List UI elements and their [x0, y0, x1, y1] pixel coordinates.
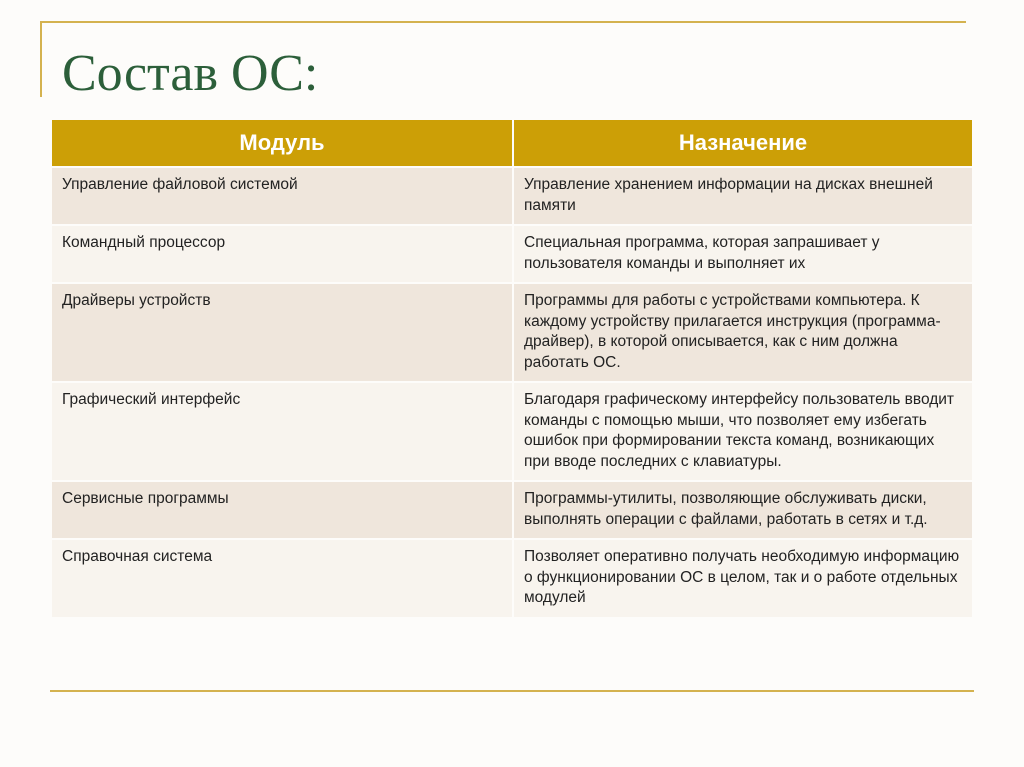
table-row: [52, 284, 972, 381]
purpose-cell: Управление хранением информации на дисках внешней памяти: [514, 168, 972, 224]
module-cell: Справочная система: [52, 540, 512, 617]
module-cell: Сервисные программы: [52, 482, 512, 538]
header-module: Модуль: [52, 120, 512, 166]
table-row: [52, 540, 972, 617]
top-divider: [40, 21, 966, 23]
purpose-cell: Позволяет оперативно получать необходимую информацию о функционировании ОС в целом, так и о работе отдельных модулей: [514, 540, 972, 617]
header-purpose: Назначение: [514, 120, 972, 166]
module-cell: Драйверы устройств: [52, 284, 512, 381]
table-row: [52, 226, 972, 282]
slide-title: Состав ОС:: [62, 45, 319, 102]
bottom-divider: [50, 690, 974, 692]
purpose-cell: Специальная программа, которая запрашивает у пользователя команды и выполняет их: [514, 226, 972, 282]
title-accent-stroke: [40, 21, 42, 97]
table-row: [52, 383, 972, 480]
module-cell: Командный процессор: [52, 226, 512, 282]
table-row: [52, 168, 972, 224]
module-cell: Графический интерфейс: [52, 383, 512, 480]
purpose-cell: Программы-утилиты, позволяющие обслуживать диски, выполнять операции с файлами, работать в сетях и т.д.: [514, 482, 972, 538]
os-components-table: [50, 118, 974, 619]
module-cell: Управление файловой системой: [52, 168, 512, 224]
purpose-cell: Программы для работы с устройствами компьютера. К каждому устройству прилагается инструкция (программа-драйвер), в которой описывается, как с ним должна работать ОС.: [514, 284, 972, 381]
purpose-cell: Благодаря графическому интерфейсу пользователь вводит команды с помощью мыши, что позволяет ему избегать ошибок при формировании текста команд, возникающих при вводе последних с клавиатуры.: [514, 383, 972, 480]
table-row: [52, 482, 972, 538]
table-header-row: [52, 120, 972, 166]
